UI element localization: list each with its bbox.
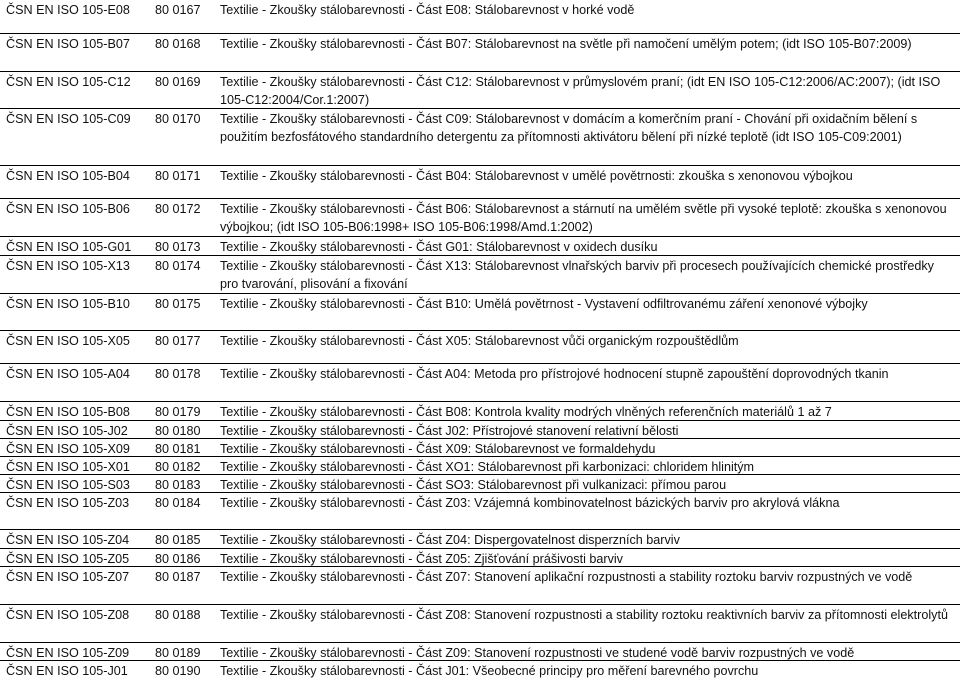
standard-code: ČSN EN ISO 105-A04 <box>6 367 130 381</box>
class-number: 80 0186 <box>155 552 201 566</box>
standard-title: Textilie - Zkoušky stálobarevnosti - Část J02: Přístrojové stanovení relativní bělosti <box>220 424 679 438</box>
table-row <box>0 71 960 109</box>
standard-code: ČSN EN ISO 105-X09 <box>6 442 130 456</box>
standard-code: ČSN EN ISO 105-B07 <box>6 37 130 51</box>
table-row <box>0 401 960 421</box>
table-row <box>0 566 960 605</box>
standard-title: Textilie - Zkoušky stálobarevnosti - Část Z05: Zjišťování prášivosti barviv <box>220 552 623 566</box>
table-row <box>0 660 960 681</box>
standard-title: Textilie - Zkoušky stálobarevnosti - Část X13: Stálobarevnost vlnařských barviv při procesech používajících chemické prostředky pro tvarování, plisování a fixování <box>220 259 934 291</box>
standard-title: Textilie - Zkoušky stálobarevnosti - Část Z04: Dispergovatelnost disperzních barviv <box>220 533 680 547</box>
class-number: 80 0172 <box>155 202 201 216</box>
class-number: 80 0171 <box>155 169 201 183</box>
class-number: 80 0189 <box>155 646 201 660</box>
class-number: 80 0182 <box>155 460 201 474</box>
standard-code: ČSN EN ISO 105-G01 <box>6 240 132 254</box>
class-number: 80 0185 <box>155 533 201 547</box>
class-number: 80 0175 <box>155 297 201 311</box>
class-number: 80 0184 <box>155 496 201 510</box>
table-row <box>0 642 960 661</box>
standard-code: ČSN EN ISO 105-X05 <box>6 334 130 348</box>
class-number: 80 0178 <box>155 367 201 381</box>
table-row <box>0 330 960 364</box>
table-row <box>0 198 960 237</box>
standard-code: ČSN EN ISO 105-J01 <box>6 664 128 678</box>
standard-title: Textilie - Zkoušky stálobarevnosti - Část C09: Stálobarevnost v domácím a komerčním praní - Chování při oxidačním bělení s použitím bezfosfátového standardního detergentu za přítomnosti aktivátoru bělení při nízké teplotě (idt ISO 105-C09:2001) <box>220 112 918 144</box>
table-row <box>0 438 960 457</box>
class-number: 80 0190 <box>155 664 201 678</box>
class-number: 80 0167 <box>155 3 201 17</box>
standard-code: ČSN EN ISO 105-E08 <box>6 3 130 17</box>
table-row <box>0 255 960 294</box>
standard-code: ČSN EN ISO 105-C09 <box>6 112 131 126</box>
class-number: 80 0183 <box>155 478 201 492</box>
class-number: 80 0181 <box>155 442 201 456</box>
table-row <box>0 474 960 493</box>
standard-title: Textilie - Zkoušky stálobarevnosti - Část Z07: Stanovení aplikační rozpustnosti a stability roztoku barviv rozpustných ve vodě <box>220 570 913 584</box>
standard-title: Textilie - Zkoušky stálobarevnosti - Část A04: Metoda pro přístrojové hodnocení stupně zapouštění doprovodných tkanin <box>220 367 889 381</box>
table-row <box>0 165 960 199</box>
table-row <box>0 529 960 549</box>
table-row <box>0 492 960 530</box>
standard-title: Textilie - Zkoušky stálobarevnosti - Část B08: Kontrola kvality modrých vlněných referenčních materiálů 1 až 7 <box>220 405 832 419</box>
standard-code: ČSN EN ISO 105-B04 <box>6 169 130 183</box>
standard-title: Textilie - Zkoušky stálobarevnosti - Část G01: Stálobarevnost v oxidech dusíku <box>220 240 658 254</box>
standard-code: ČSN EN ISO 105-B06 <box>6 202 130 216</box>
standard-code: ČSN EN ISO 105-X01 <box>6 460 130 474</box>
table-row <box>0 33 960 72</box>
standard-title: Textilie - Zkoušky stálobarevnosti - Část B07: Stálobarevnost na světle při namočení umělým potem; (idt ISO 105-B07:2009) <box>220 37 912 51</box>
standard-code: ČSN EN ISO 105-Z07 <box>6 570 130 584</box>
standard-title: Textilie - Zkoušky stálobarevnosti - Část Z08: Stanovení rozpustnosti a stability roztoku reaktivních barviv za přítomnosti elektrolytů <box>220 608 948 622</box>
table-row <box>0 456 960 475</box>
table-row <box>0 108 960 166</box>
standard-title: Textilie - Zkoušky stálobarevnosti - Část B04: Stálobarevnost v umělé povětrnosti: zkouška s xenonovou výbojkou <box>220 169 853 183</box>
standard-code: ČSN EN ISO 105-B08 <box>6 405 130 419</box>
standard-title: Textilie - Zkoušky stálobarevnosti - Část E08: Stálobarevnost v horké vodě <box>220 3 635 17</box>
class-number: 80 0180 <box>155 424 201 438</box>
standard-title: Textilie - Zkoušky stálobarevnosti - Část XO1: Stálobarevnost při karbonizaci: chloridem hlinitým <box>220 460 755 474</box>
standard-title: Textilie - Zkoušky stálobarevnosti - Část X09: Stálobarevnost ve formaldehydu <box>220 442 656 456</box>
standard-code: ČSN EN ISO 105-S03 <box>6 478 130 492</box>
class-number: 80 0187 <box>155 570 201 584</box>
standard-title: Textilie - Zkoušky stálobarevnosti - Část J01: Všeobecné principy pro měření barevného povrchu <box>220 664 759 678</box>
table-row <box>0 0 960 33</box>
class-number: 80 0174 <box>155 259 201 273</box>
standard-code: ČSN EN ISO 105-J02 <box>6 424 128 438</box>
standard-title: Textilie - Zkoušky stálobarevnosti - Část Z09: Stanovení rozpustnosti ve studené vodě barviv rozpustných ve vodě <box>220 646 855 660</box>
class-number: 80 0177 <box>155 334 201 348</box>
table-row <box>0 548 960 567</box>
standard-code: ČSN EN ISO 105-B10 <box>6 297 130 311</box>
table-row <box>0 604 960 643</box>
standard-code: ČSN EN ISO 105-Z09 <box>6 646 130 660</box>
table-row <box>0 236 960 256</box>
standard-title: Textilie - Zkoušky stálobarevnosti - Část X05: Stálobarevnost vůči organickým rozpouštědlům <box>220 334 739 348</box>
class-number: 80 0168 <box>155 37 201 51</box>
class-number: 80 0179 <box>155 405 201 419</box>
standard-title: Textilie - Zkoušky stálobarevnosti - Část C12: Stálobarevnost v průmyslovém praní; (idt EN ISO 105-C12:2006/AC:2007); (idt ISO 105-C12:2004/Cor.1:2007) <box>220 75 941 107</box>
class-number: 80 0170 <box>155 112 201 126</box>
table-row <box>0 420 960 439</box>
class-number: 80 0173 <box>155 240 201 254</box>
standard-title: Textilie - Zkoušky stálobarevnosti - Část B10: Umělá povětrnost - Vystavení odfiltrovanému záření xenonové výbojky <box>220 297 868 311</box>
standard-code: ČSN EN ISO 105-C12 <box>6 75 131 89</box>
class-number: 80 0169 <box>155 75 201 89</box>
standard-code: ČSN EN ISO 105-Z03 <box>6 496 130 510</box>
standard-code: ČSN EN ISO 105-X13 <box>6 259 130 273</box>
standard-code: ČSN EN ISO 105-Z05 <box>6 552 130 566</box>
standard-title: Textilie - Zkoušky stálobarevnosti - Část SO3: Stálobarevnost při vulkanizaci: přímou parou <box>220 478 727 492</box>
table-row <box>0 293 960 331</box>
standard-title: Textilie - Zkoušky stálobarevnosti - Část Z03: Vzájemná kombinovatelnost bázických barviv pro akrylová vlákna <box>220 496 840 510</box>
table-row <box>0 363 960 402</box>
standard-code: ČSN EN ISO 105-Z08 <box>6 608 130 622</box>
class-number: 80 0188 <box>155 608 201 622</box>
standard-title: Textilie - Zkoušky stálobarevnosti - Část B06: Stálobarevnost a stárnutí na umělém světle při vysoké teplotě: zkouška s xenonovou výbojkou; (idt ISO 105-B06:1998+ ISO 105-B06:1998/Amd.1:2002) <box>220 202 947 234</box>
standard-code: ČSN EN ISO 105-Z04 <box>6 533 130 547</box>
